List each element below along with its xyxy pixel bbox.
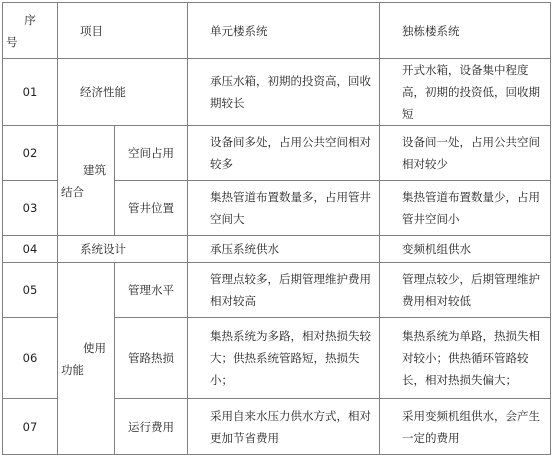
table-row	[3, 59, 551, 126]
unit-system-cell: 承压系统供水	[188, 236, 380, 263]
unit-system-cell: 采用自来水压力供水方式，相对更加节省费用	[188, 399, 380, 455]
group-usage: 使用 功能	[58, 263, 115, 455]
row-number: 03	[3, 181, 58, 236]
single-system-cell: 管理点较少，后期管理维护费用相对较低	[380, 263, 551, 318]
row-category: 系统设计	[58, 236, 188, 263]
table-row	[3, 236, 551, 263]
unit-system-cell: 设备间多处，占用公共空间相对较多	[188, 126, 380, 181]
row-category: 经济性能	[58, 59, 188, 126]
header-row	[3, 3, 551, 59]
comparison-table	[2, 2, 551, 455]
unit-system-cell: 管理点较多，后期管理维护费用相对较高	[188, 263, 380, 318]
table-row	[3, 263, 551, 318]
row-subcategory: 运行费用	[115, 399, 188, 455]
unit-system-cell: 集热管道布置数量多，占用管井空间大	[188, 181, 380, 236]
single-system-cell: 设备间一处，占用公共空间相对较少	[380, 126, 551, 181]
header-unit-system: 单元楼系统	[188, 3, 380, 59]
row-number: 01	[3, 59, 58, 126]
row-subcategory: 管路热损	[115, 318, 188, 399]
single-system-cell: 采用变频机组供水，会产生一定的费用	[380, 399, 551, 455]
header-seq: 序 号	[3, 3, 58, 59]
row-number: 02	[3, 126, 58, 181]
single-system-cell: 集热管道布置数量少，占用管井空间小	[380, 181, 551, 236]
group-building: 建筑 结合	[58, 126, 115, 236]
row-number: 06	[3, 318, 58, 399]
row-number: 05	[3, 263, 58, 318]
row-number: 07	[3, 399, 58, 455]
single-system-cell: 变频机组供水	[380, 236, 551, 263]
header-item: 项目	[58, 3, 188, 59]
row-subcategory: 管理水平	[115, 263, 188, 318]
row-number: 04	[3, 236, 58, 263]
single-system-cell: 开式水箱，设备集中程度高，初期的投资低，回收期短	[380, 59, 551, 126]
row-subcategory: 管井位置	[115, 181, 188, 236]
row-subcategory: 空间占用	[115, 126, 188, 181]
unit-system-cell: 承压水箱，初期的投资高，回收期较长	[188, 59, 380, 126]
header-single-system: 独栋楼系统	[380, 3, 551, 59]
single-system-cell: 集热系统为单路，热损失相对较小；供热循环管路较长，相对热损失偏大；	[380, 318, 551, 399]
unit-system-cell: 集热系统为多路，相对热损失较大；供热系统管路短，热损失小；	[188, 318, 380, 399]
table-row	[3, 126, 551, 181]
